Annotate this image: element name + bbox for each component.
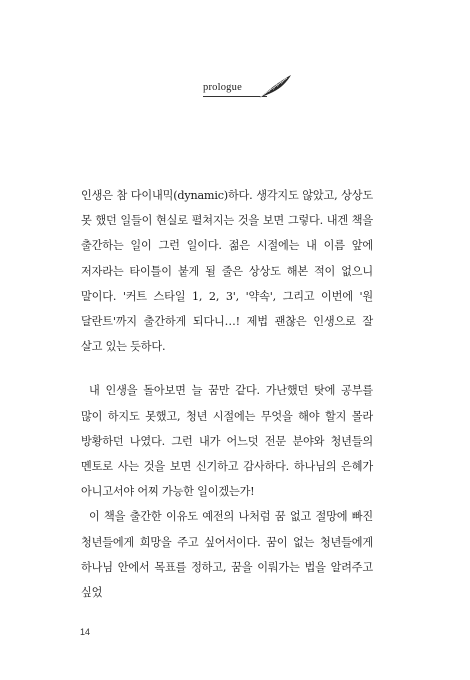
chapter-header <box>203 74 313 100</box>
paragraph-3: 이 책을 출간한 이유도 예전의 나처럼 꿈 없고 절망에 빠진 청년들에게 희망을 주고 싶어서이다. 꿈이 없는 청년들에게 하나님 안에서 목표를 정하고, 꿈을 이뤄가는 법을 알려주고 싶었 <box>81 510 373 600</box>
prologue-body <box>81 183 373 605</box>
feather-quill-icon <box>257 74 293 100</box>
chapter-title: prologue <box>203 82 242 93</box>
paragraph-1: 인생은 참 다이내믹(dynamic)하다. 생각지도 않았고, 상상도 못 했던 일들이 현실로 펼쳐지는 것을 보면 그렇다. 내겐 책을 출간하는 일이 그런 일이다. 젊은 시절에는 내 이름 앞에 저자라는 타이틀이 붙게 될 줄은 상상도 해본 적이 없으니 말이다. '커트 스타일 1, 2, 3', '약속', 그리고 이번에 '원 달란트'까지 출간하게 되다니…! 제법 괜찮은 인생으로 잘 살고 있는 듯하다. <box>81 189 373 354</box>
page-number: 14 <box>80 627 91 637</box>
paragraph-2: 내 인생을 돌아보면 늘 꿈만 같다. 가난했던 탓에 공부를 많이 하지도 못했고, 청년 시절에는 무엇을 해야 할지 몰라 방황하던 나였다. 그런 내가 어느덧 전문 분야와 청년들의 멘토로 사는 것을 보면 신기하고 감사하다. 하나님의 은혜가 아니고서야 어찌 가능한 일이겠는가! <box>81 384 373 499</box>
